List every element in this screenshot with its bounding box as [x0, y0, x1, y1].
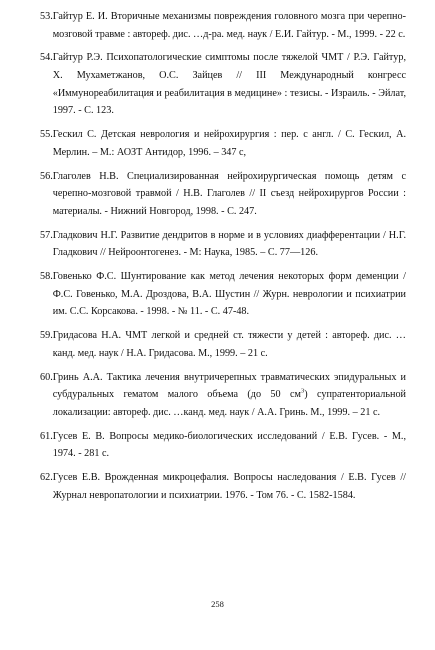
reference-number: 58. [40, 271, 53, 283]
reference-item-58 [40, 268, 406, 321]
reference-number: 61. [40, 430, 53, 442]
reference-number: 53. [40, 11, 53, 22]
reference-item-57 [40, 227, 406, 262]
reference-text: Гайтур Р.Э. Психопатологические симптомы после тяжелой ЧМТ / Р.Э. Гайтур, Х. Мухаметжанов, О.С. Зайцев // III Международный конгресс «Иммунореабилитация и реабилитация в медицине» : тезисы. - Израиль. - Эйлат, 1997. - С. 123. [52, 52, 406, 117]
reference-text: Говенько Ф.С. Шунтирование как метод лечения некоторых форм деменции / Ф.С. Говенько, М.А. Дроздова, В.А. Шустин // Журн. неврологии и психиатрии им. С.С. Корсакова. - 1998. - № 11. - С. 47-48. [52, 271, 406, 318]
reference-text: Гридасова Н.А. ЧМТ легкой и средней ст. тяжести у детей : автореф. дис. …канд. мед. наук / Н.А. Гридасова. М., 1999. – 21 с. [52, 330, 406, 359]
reference-item-60 [40, 369, 406, 422]
page-number: 258 [211, 599, 224, 609]
reference-text: Гусев Е.В. Врожденная микроцефалия. Вопросы наследования / Е.В. Гусев // Журнал невропатологии и психиатрии. 1976. - Том 76. - С. 1582-1584. [52, 472, 406, 501]
reference-text: Гусев Е. В. Вопросы медико-биологических исследований / Е.В. Гусев. - М., 1974. - 281 с. [52, 430, 406, 460]
reference-number: 60. [40, 371, 53, 383]
superscript: 3 [300, 387, 305, 395]
reference-number: 62. [40, 472, 53, 484]
reference-text: Глаголев Н.В. Специализированная нейрохирургическая помощь детям с черепно-мозговой травмой / Н.В. Глаголев // II съезд нейрохирургов России : материалы. - Нижний Новгород, 1998. - С. 247. [52, 170, 406, 217]
reference-item-59 [40, 327, 406, 362]
reference-item-54 [40, 49, 406, 119]
reference-list [40, 8, 406, 511]
reference-text: Гладкович Н.Г. Развитие дендритов в норме и в условиях диафферентации / Н.Г. Гладкович // Нейроонтогенез. - М: Наука, 1985. – С. 77—126. [52, 229, 406, 259]
reference-item-55 [40, 126, 406, 161]
reference-number: 59. [40, 330, 53, 342]
reference-text: Гайтур Е. И. Вторичные механизмы повреждения головного мозга при черепно-мозговой травме : автореф. дис. …д-ра. мед. наук / Е.И. Гайтур. - М., 1999. - 22 с. [52, 11, 406, 40]
reference-item-62 [40, 469, 406, 504]
reference-text: Гескил С. Детская неврология и нейрохирургия : пер. с англ. / С. Гескил, А. Мерлин. – М.: АОЗТ Антидор, 1996. – 347 с, [52, 129, 406, 158]
reference-number: 54. [40, 52, 53, 64]
reference-text-part: ) супратенториальной локализации: автореф. дис. …канд. мед. наук / А.А. Гринь. М., 1999. – 21 с. [52, 389, 406, 418]
reference-text [53, 369, 406, 422]
reference-item-61 [40, 428, 406, 463]
reference-item-53 [40, 8, 406, 43]
reference-item-56 [40, 168, 406, 221]
reference-number: 55. [40, 129, 53, 141]
reference-text-part: Гринь А.А. Тактика лечения внутричерепных травматических эпидуральных и субдуральных гематом малого объема (до 50 см [52, 371, 406, 401]
reference-number: 56. [40, 170, 53, 182]
reference-number: 57. [40, 229, 53, 241]
